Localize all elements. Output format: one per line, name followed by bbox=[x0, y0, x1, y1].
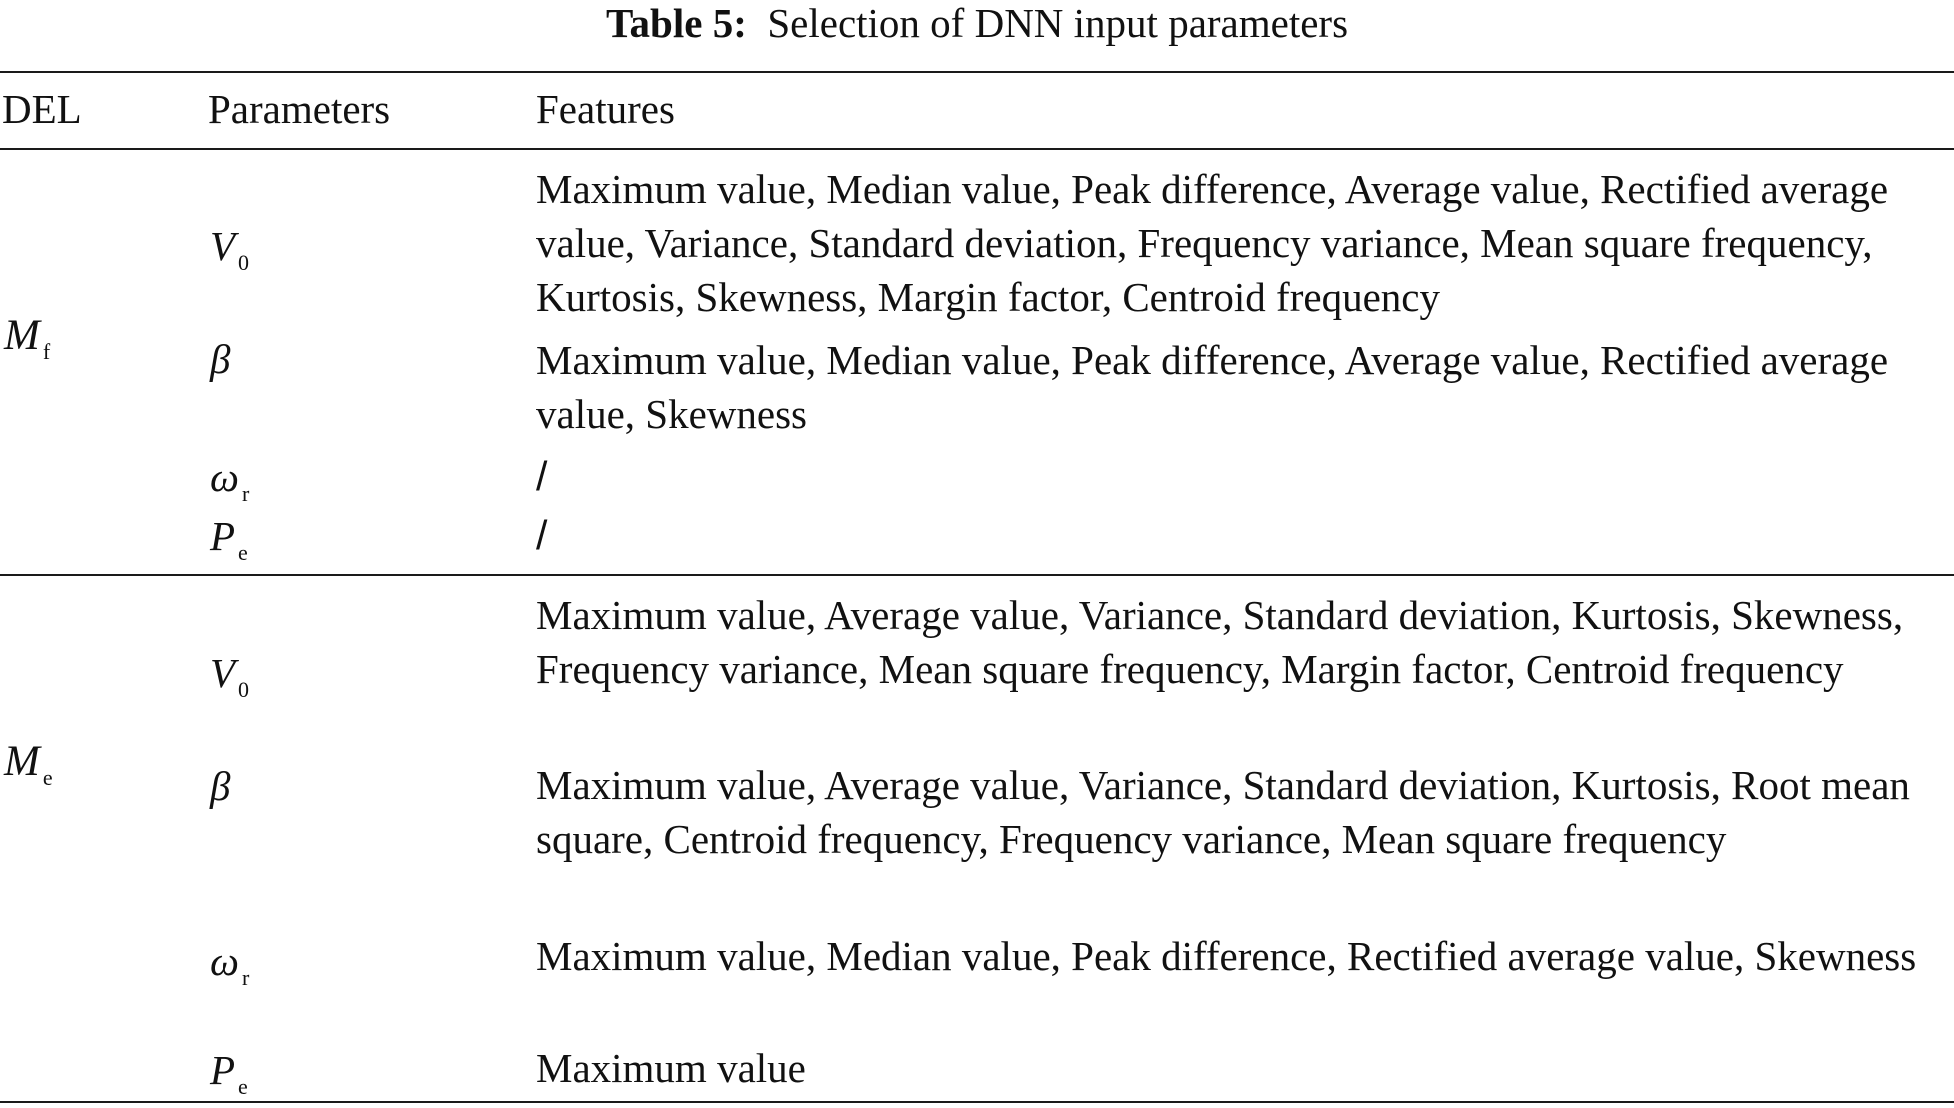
header-rule bbox=[0, 148, 1954, 150]
del-symbol: M bbox=[4, 312, 40, 359]
param-beta bbox=[210, 333, 233, 392]
features-cell: Maximum value, Median value, Peak difference, Rectified average value, Skewness bbox=[536, 933, 1917, 979]
param-symbol: ω bbox=[210, 454, 239, 500]
del-symbol: M bbox=[4, 738, 40, 785]
param-omega-r bbox=[210, 451, 249, 510]
param-subscript: e bbox=[238, 540, 248, 565]
features-cell: Maximum value, Median value, Peak difference, Average value, Rectified average value, Skewness bbox=[536, 337, 1889, 437]
param-symbol: ω bbox=[210, 938, 239, 984]
features-cell: Maximum value, Average value, Variance, Standard deviation, Kurtosis, Skewness, Frequency variance, Mean square frequency, Margin factor, Centroid frequency bbox=[536, 592, 1904, 692]
param-symbol: β bbox=[210, 336, 231, 382]
features-cell: Maximum value, Average value, Variance, Standard deviation, Kurtosis, Root mean square, Centroid frequency, Frequency variance, Mean square frequency bbox=[536, 762, 1910, 862]
features-cell: Maximum value bbox=[536, 1045, 806, 1091]
param-pe bbox=[210, 510, 248, 569]
del-mf bbox=[4, 310, 50, 368]
group-rule bbox=[0, 574, 1954, 576]
features-cell: / bbox=[536, 453, 548, 499]
param-symbol: V bbox=[210, 650, 236, 696]
param-v0 bbox=[210, 647, 249, 706]
param-subscript: r bbox=[241, 481, 250, 506]
param-subscript: r bbox=[241, 965, 250, 990]
param-symbol: P bbox=[210, 1047, 236, 1093]
del-subscript: e bbox=[42, 765, 53, 790]
param-symbol: V bbox=[210, 223, 236, 269]
param-symbol: P bbox=[210, 513, 236, 559]
param-omega-r bbox=[210, 935, 249, 994]
table-caption bbox=[0, 0, 1954, 52]
features-cell: Maximum value, Median value, Peak difference, Average value, Rectified average value, Variance, Standard deviation, Frequency variance, Mean square frequency, Kurtosis, Skewness, Margin factor, Centroid frequency bbox=[536, 166, 1889, 320]
param-symbol: β bbox=[210, 763, 231, 809]
bottom-rule bbox=[0, 1101, 1954, 1103]
param-pe bbox=[210, 1044, 248, 1103]
features-cell: / bbox=[536, 512, 548, 558]
table-label: Table 5: bbox=[605, 0, 747, 46]
param-v0 bbox=[210, 220, 249, 279]
top-rule bbox=[0, 71, 1954, 73]
del-me bbox=[4, 736, 53, 794]
header-features: Features bbox=[536, 86, 675, 132]
param-beta bbox=[210, 760, 233, 819]
header-parameters: Parameters bbox=[208, 86, 391, 132]
del-subscript: f bbox=[42, 339, 51, 364]
header-del: DEL bbox=[2, 86, 82, 132]
param-subscript: e bbox=[238, 1074, 248, 1099]
param-subscript: 0 bbox=[238, 677, 250, 702]
table-title: Selection of DNN input parameters bbox=[767, 0, 1349, 46]
param-subscript: 0 bbox=[238, 250, 250, 275]
